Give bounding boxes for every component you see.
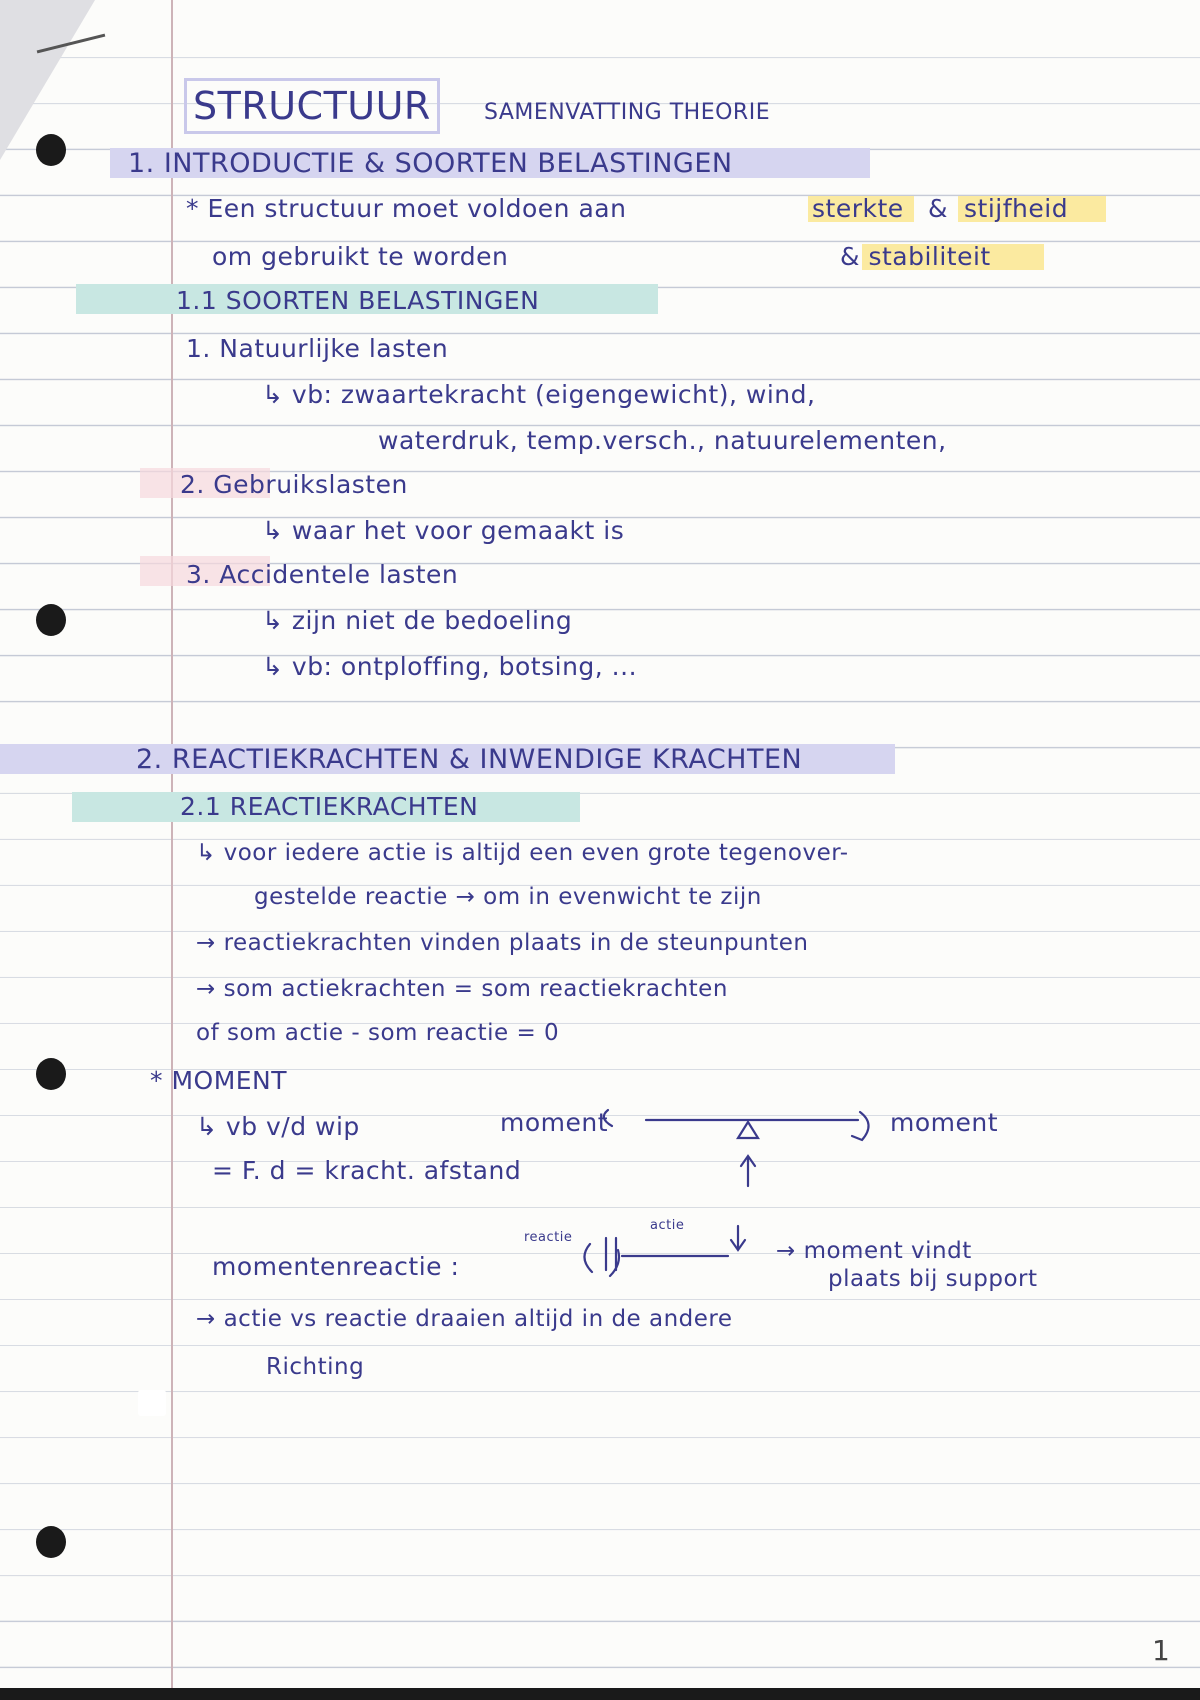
diagram-label: actie	[650, 1218, 685, 1233]
diagram-label: moment	[500, 1108, 609, 1137]
page-title: STRUCTUUR	[184, 78, 440, 134]
note-text: → som actiekrachten = som reactiekrachten	[196, 976, 728, 1002]
moment-arrow-left	[604, 1110, 612, 1126]
list-item: 3. Accidentele lasten	[186, 560, 459, 589]
subsection-heading: 1.1 SOORTEN BELASTINGEN	[176, 286, 540, 315]
list-item: ↳ waar het voor gemaakt is	[262, 516, 625, 545]
note-text: sterkte	[812, 194, 904, 223]
note-text: of som actie - som reactie = 0	[196, 1020, 560, 1046]
note-text: → moment vindt	[776, 1238, 972, 1264]
moment-heading: * MOMENT	[150, 1066, 288, 1095]
list-item: ↳ vb: ontploffing, botsing, ...	[262, 652, 638, 681]
note-text: & stabiliteit	[840, 242, 991, 271]
list-item: waterdruk, temp.versch., natuurelementen,	[378, 426, 947, 455]
note-text: ↳ voor iedere actie is altijd een even grote tegenover-	[196, 840, 849, 866]
page-number: 1	[1152, 1634, 1171, 1667]
subsection-heading: 2.1 REACTIEKRACHTEN	[180, 792, 479, 821]
list-item: ↳ zijn niet de bedoeling	[262, 606, 573, 635]
moment-arrow-right	[852, 1112, 869, 1140]
list-item: 1. Natuurlijke lasten	[186, 334, 449, 363]
moment-formula: = F. d = kracht. afstand	[212, 1156, 522, 1185]
note-text: * Een structuur moet voldoen aan	[186, 194, 627, 223]
note-text: plaats bij support	[828, 1266, 1038, 1292]
diagram-label: reactie	[524, 1230, 573, 1245]
note-text: om gebruikt te worden	[212, 242, 509, 271]
page-subtitle: SAMENVATTING THEORIE	[484, 100, 771, 125]
reactie-arc	[584, 1244, 592, 1272]
section-heading: 1. INTRODUCTIE & SOORTEN BELASTINGEN	[128, 148, 733, 179]
note-text: momentenreactie :	[212, 1252, 460, 1281]
note-text: → reactiekrachten vinden plaats in de steunpunten	[196, 930, 809, 956]
note-text: &	[928, 194, 948, 223]
section-heading: 2. REACTIEKRACHTEN & INWENDIGE KRACHTEN	[136, 744, 803, 775]
note-text: stijfheid	[964, 194, 1069, 223]
note-text: gestelde reactie → om in evenwicht te zijn	[254, 884, 762, 910]
reactie-curl	[610, 1250, 619, 1276]
list-item: ↳ vb: zwaartekracht (eigengewicht), wind,	[262, 380, 816, 409]
seesaw-pivot	[738, 1122, 758, 1138]
list-item: 2. Gebruikslasten	[180, 470, 408, 499]
note-text: ↳ vb v/d wip	[196, 1112, 360, 1141]
page-edge	[0, 1688, 1200, 1700]
note-text: Richting	[266, 1354, 365, 1380]
diagram-label: moment	[890, 1108, 999, 1137]
note-text: → actie vs reactie draaien altijd in de andere	[196, 1306, 733, 1332]
